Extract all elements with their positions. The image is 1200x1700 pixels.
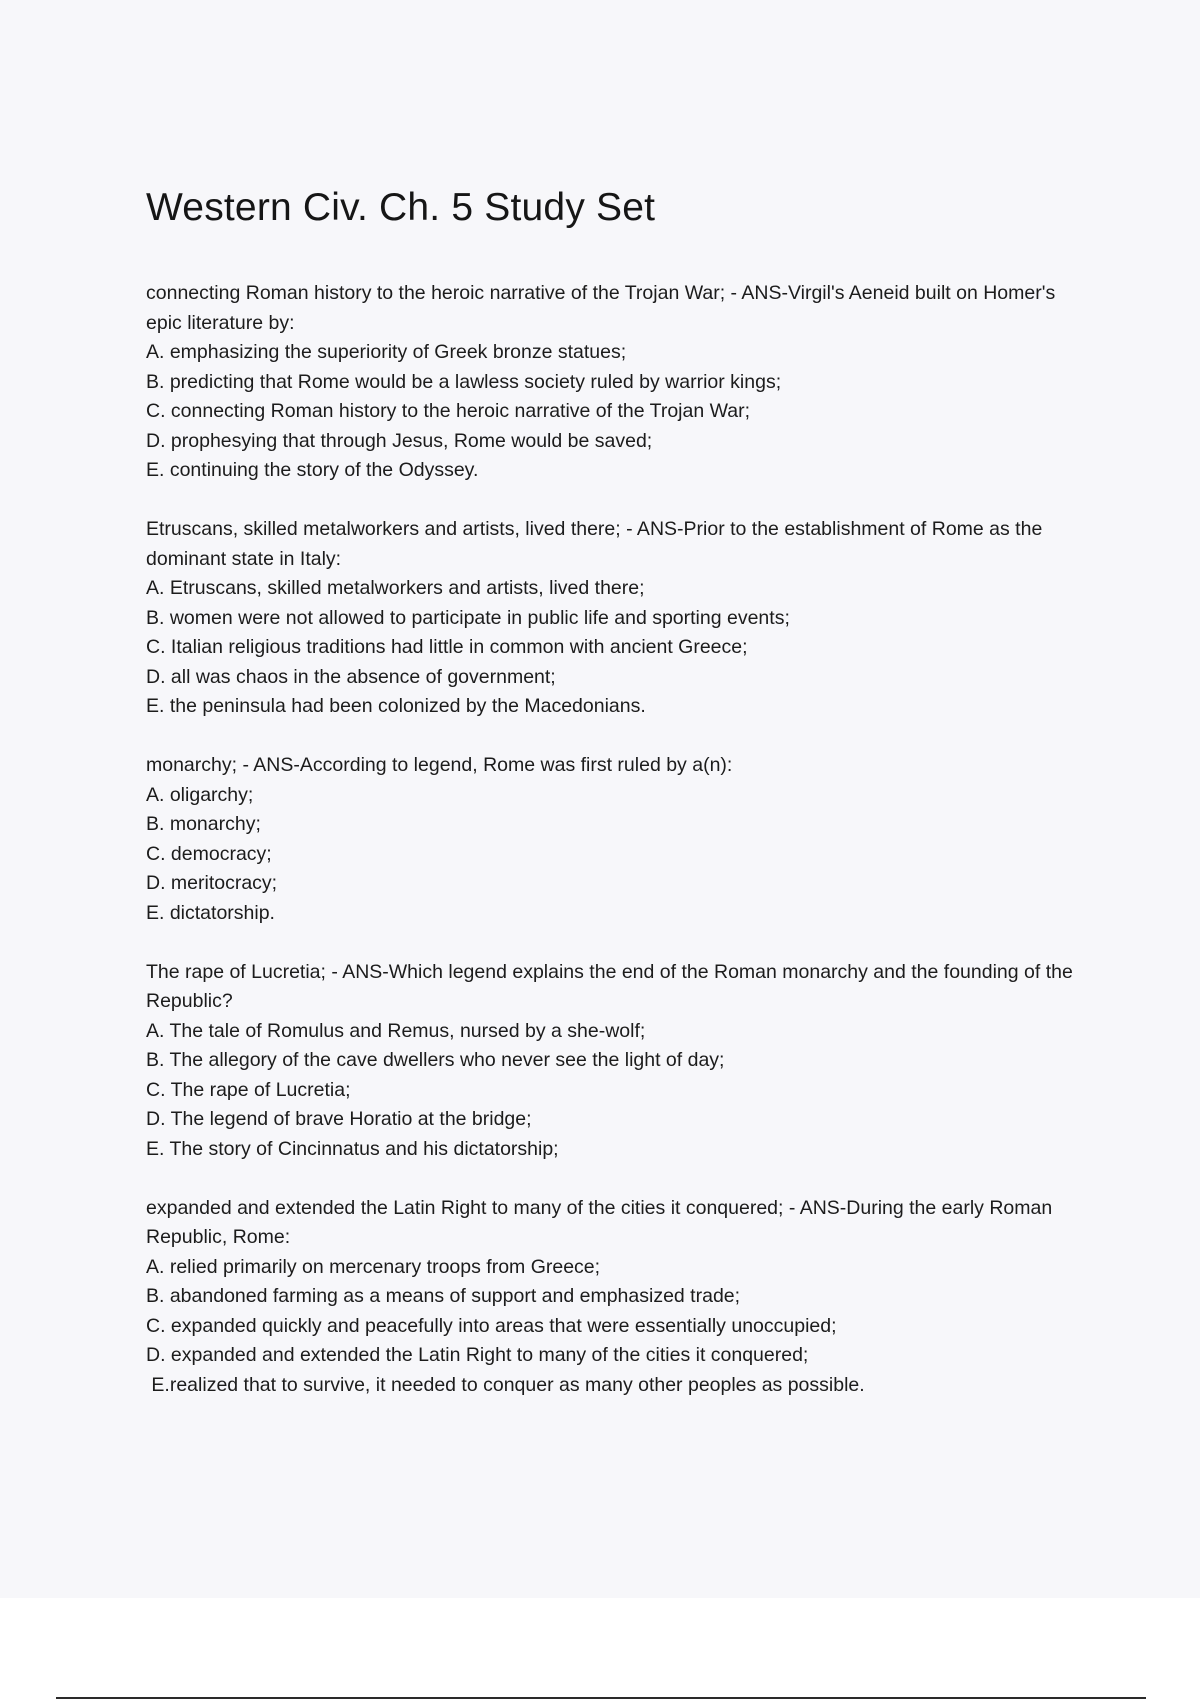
question-text: Etruscans, skilled metalworkers and artists, lived there; - ANS-Prior to the establishment of Rome as the dominant state in Italy: (146, 518, 1043, 570)
answer-option-e: E. the peninsula had been colonized by the Macedonians. (146, 695, 646, 717)
answer-option-e: E. The story of Cincinnatus and his dictatorship; (146, 1137, 559, 1160)
answer-option-b: B. predicting that Rome would be a lawless society ruled by warrior kings; (146, 370, 782, 393)
answer-option-b: B. The allegory of the cave dwellers who never see the light of day; (146, 1049, 725, 1071)
answer-option-c: C. Italian religious traditions had little in common with ancient Greece; (146, 636, 748, 658)
answer-option-a: A. relied primarily on mercenary troops from Greece; (146, 1255, 601, 1278)
question-text: expanded and extended the Latin Right to many of the cities it conquered; - ANS-During the early Roman Republic, Rome: (146, 1196, 1053, 1248)
question-block-1 (146, 279, 1076, 486)
answer-option-c: C. democracy; (146, 842, 272, 865)
answer-option-a: A. emphasizing the superiority of Greek bronze statues; (146, 341, 627, 363)
answer-option-a: A. The tale of Romulus and Remus, nursed by a she-wolf; (146, 1019, 646, 1042)
question-block-4 (146, 958, 1076, 1165)
answer-option-d: D. expanded and extended the Latin Right to many of the cities it conquered; (146, 1344, 809, 1366)
question-text: The rape of Lucretia; - ANS-Which legend explains the end of the Roman monarchy and the founding of the Republic? (146, 960, 1073, 1012)
answer-option-b: B. women were not allowed to participate in public life and sporting events; (146, 606, 790, 629)
answer-option-b: B. monarchy; (146, 813, 261, 835)
answer-option-c: C. expanded quickly and peacefully into areas that were essentially unoccupied; (146, 1314, 837, 1337)
answer-option-e: E. continuing the story of the Odyssey. (146, 459, 479, 481)
answer-option-d: D. meritocracy; (146, 872, 278, 894)
answer-option-d: D. all was chaos in the absence of government; (146, 665, 556, 688)
answer-option-e: E. dictatorship. (146, 901, 275, 924)
question-text: monarchy; - ANS-According to legend, Rome was first ruled by a(n): (146, 754, 733, 776)
answer-option-c: C. The rape of Lucretia; (146, 1078, 351, 1101)
footer-divider (56, 1697, 1146, 1699)
answer-option-a: A. Etruscans, skilled metalworkers and artists, lived there; (146, 577, 645, 599)
answer-option-b: B. abandoned farming as a means of support and emphasized trade; (146, 1285, 741, 1307)
answer-option-d: D. prophesying that through Jesus, Rome would be saved; (146, 429, 653, 452)
question-block-2 (146, 515, 1076, 722)
question-block-3 (146, 751, 1076, 928)
answer-option-d: D. The legend of brave Horatio at the bridge; (146, 1108, 532, 1130)
question-text: connecting Roman history to the heroic narrative of the Trojan War; - ANS-Virgil's Aeneid built on Homer's epic literature by: (146, 282, 1056, 334)
answer-option-c: C. connecting Roman history to the heroic narrative of the Trojan War; (146, 400, 751, 422)
page-title: Western Civ. Ch. 5 Study Set (146, 186, 656, 229)
answer-option-a: A. oligarchy; (146, 783, 254, 806)
question-list (146, 279, 1076, 1430)
answer-option-e: E.realized that to survive, it needed to conquer as many other peoples as possible. (146, 1373, 865, 1396)
question-block-5 (146, 1194, 1076, 1401)
